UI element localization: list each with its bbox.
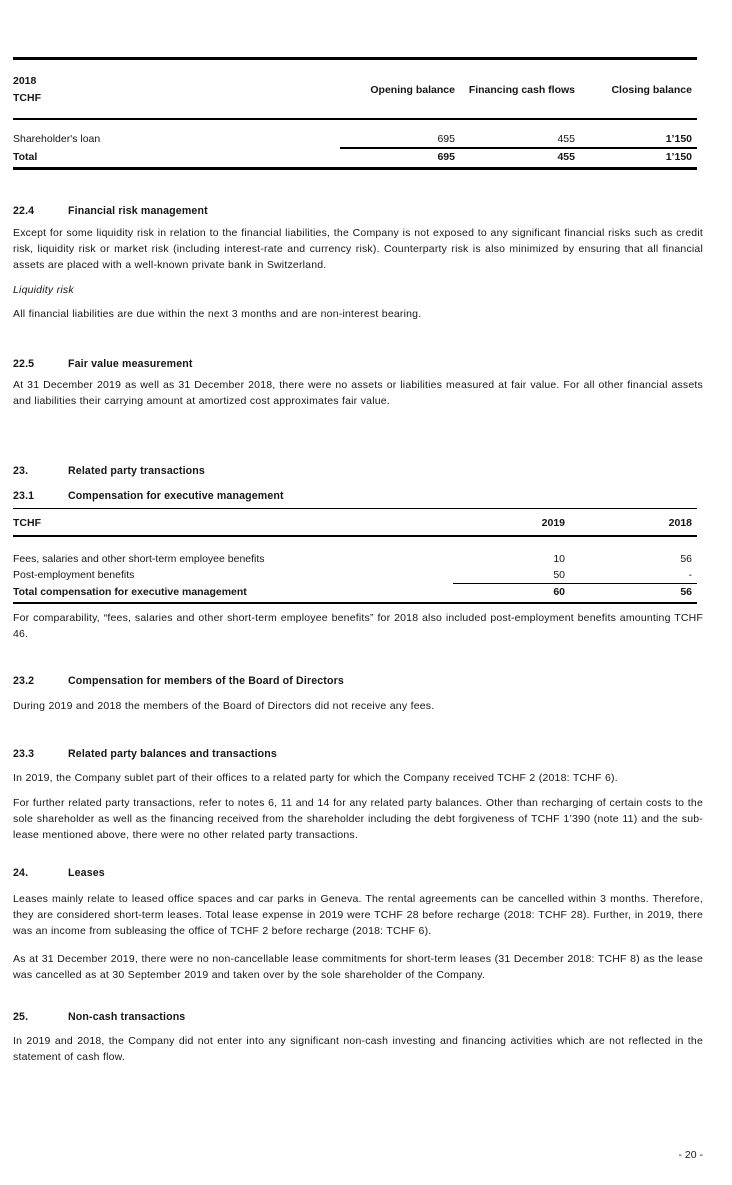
column-header-2019: 2019 [541,517,565,529]
financing-table-year-unit [13,73,335,107]
cell-2018: 56 [680,586,692,598]
cell-closing-balance: 1’150 [665,151,692,163]
section-number: 24. [13,867,29,879]
table-row-post-employment [13,567,697,583]
section-heading-24 [13,865,703,881]
cell-financing-cash-flows: 455 [557,133,575,145]
table-row-total [13,149,697,165]
section-heading-23-2 [13,673,703,689]
section-title: Financial risk management [68,205,208,217]
table-row-total-compensation [13,584,697,600]
section-heading-23-3 [13,746,703,762]
paragraph-non-cash: In 2019 and 2018, the Company did not enter into any significant non-cash investing and financing activities which are not reflected in the statement of cash flow. [13,1035,703,1063]
column-header-2018: 2018 [668,517,692,529]
section-heading-22-4 [13,203,703,219]
section-heading-23 [13,463,703,479]
cell-2018: 56 [680,553,692,565]
financing-table-body [13,120,697,167]
compensation-table-header-row [13,509,697,535]
table-row-fees-salaries [13,551,697,567]
section-title: Related party transactions [68,465,205,477]
financing-table-header-row [13,60,697,118]
row-label: Total compensation for executive management [13,586,247,598]
financing-table-unit-label: TCHF [13,92,41,104]
section-title: Fair value measurement [68,358,193,370]
section-heading-25 [13,1009,703,1025]
cell-opening-balance: 695 [437,151,455,163]
section-heading-23-1 [13,488,703,504]
paragraph-lease-commitments: As at 31 December 2019, there were no non-cancellable lease commitments for short-term leases (31 December 2018: TCHF 8) as the lease was cancelled as at 30 September 2019 and taken over by the sole shareholder of the Company. [13,953,703,981]
section-title: Compensation for executive management [68,490,284,502]
section-title: Related party balances and transactions [68,748,277,760]
compensation-table [13,508,697,604]
cell-2019: 10 [553,553,565,565]
paragraph-related-party: For further related party transactions, refer to notes 6, 11 and 14 for any related party balances. Other than recharging of certain costs to the sole shareholder as well as the financing received from the shareholder including the debt forgiveness of TCHF 1’390 (note 11) and the sub-lease mentioned above, there were no other related party transactions. [13,797,703,841]
column-header-closing-balance: Closing balance [611,84,692,96]
section-title: Compensation for members of the Board of Directors [68,675,344,687]
cell-opening-balance: 695 [437,133,455,145]
section-number: 23.2 [13,675,35,687]
section-title: Leases [68,867,105,879]
table-bottom-rule [13,167,697,170]
paragraph-fair-value: At 31 December 2019 as well as 31 December 2018, there were no assets or liabilities measured at fair value. For all other financial assets and liabilities their carrying amount at amortized cost approximates fair value. [13,379,703,407]
paragraph-sublet: In 2019, the Company sublet part of their offices to a related party for which the Company received TCHF 2 (2018: TCHF 6). [13,772,618,784]
page-content [13,0,703,1065]
section-number: 23.3 [13,748,35,760]
row-label: Total [13,151,38,163]
section-number: 23.1 [13,490,35,502]
section-number: 22.5 [13,358,35,370]
financing-table-2018 [13,57,697,170]
section-title: Non-cash transactions [68,1011,186,1023]
paragraph-financial-risk: Except for some liquidity risk in relation to the financial liabilities, the Company is not exposed to any significant financial risks such as credit risk, liquidity risk or market risk (including interest-rate and currency risk). Counterparty risk is also minimized by ensuring that all financial assets are placed with a well-known private bank in Switzerland. [13,227,703,271]
table-bottom-rule [13,602,697,604]
financing-table-year-label: 2018 [13,75,37,87]
table-row-shareholders-loan [13,131,697,147]
paragraph-leases: Leases mainly relate to leased office spaces and car parks in Geneva. The rental agreements can be cancelled within 3 months. Therefore, they are considered short-term leases. Total lease expense in 2019 were TCHF 28 before recharge (2018: TCHF 28). Further, in 2019, there was an income from subleasing the office of TCHF 2 before recharge (2018: TCHF 6). [13,893,703,937]
cell-closing-balance: 1’150 [665,133,692,145]
column-header-financing-cash-flows: Financing cash flows [468,84,575,96]
table-unit-label: TCHF [13,517,41,529]
section-number: 23. [13,465,29,477]
compensation-table-body [13,537,697,602]
column-header-opening-balance: Opening balance [370,84,455,96]
subheading-liquidity-risk: Liquidity risk [13,284,74,296]
page-number: - 20 - [678,1149,703,1161]
row-label: Post-employment benefits [13,569,135,581]
section-number: 22.4 [13,205,35,217]
row-label: Shareholder's loan [13,133,101,145]
section-number: 25. [13,1011,29,1023]
paragraph-liquidity-risk: All financial liabilities are due within the next 3 months and are non-interest bearing. [13,308,422,320]
cell-2018: - [688,569,692,581]
row-label: Fees, salaries and other short-term employee benefits [13,553,265,565]
paragraph-comparability: For comparability, “fees, salaries and other short-term employee benefits” for 2018 also included post-employment benefits amounting TCHF 46. [13,612,703,640]
cell-2019: 60 [553,586,565,598]
section-heading-22-5 [13,356,703,372]
paragraph-board-fees: During 2019 and 2018 the members of the Board of Directors did not receive any fees. [13,700,435,712]
cell-financing-cash-flows: 455 [557,151,575,163]
cell-2019: 50 [553,569,565,581]
